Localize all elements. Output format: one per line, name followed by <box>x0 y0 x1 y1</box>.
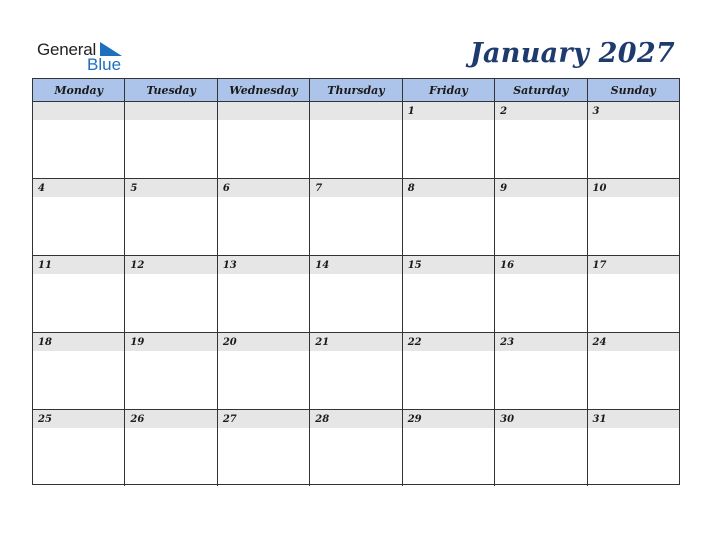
day-number: 6 <box>218 179 309 197</box>
calendar-title: January 2027 <box>469 38 675 69</box>
day-cell <box>218 256 310 332</box>
day-cell <box>495 256 587 332</box>
day-number: 18 <box>33 333 124 351</box>
week-row-3 <box>33 256 679 333</box>
day-number: 24 <box>588 333 679 351</box>
day-cell <box>310 102 402 178</box>
brand-logo <box>37 40 147 74</box>
week-row-4 <box>33 333 679 410</box>
day-cell <box>588 256 679 332</box>
day-cell <box>495 179 587 255</box>
day-cell <box>495 410 587 486</box>
day-cell <box>33 333 125 409</box>
day-cell <box>33 256 125 332</box>
day-number: 16 <box>495 256 586 274</box>
day-number: 8 <box>403 179 494 197</box>
day-number: 4 <box>33 179 124 197</box>
day-cell <box>125 333 217 409</box>
day-cell <box>125 102 217 178</box>
weekday-friday: Friday <box>403 79 495 101</box>
weekday-tuesday: Tuesday <box>125 79 217 101</box>
day-cell <box>403 179 495 255</box>
day-cell <box>495 333 587 409</box>
day-number: 12 <box>125 256 216 274</box>
day-cell <box>495 102 587 178</box>
day-number: 9 <box>495 179 586 197</box>
day-number <box>125 102 216 120</box>
day-number: 29 <box>403 410 494 428</box>
day-number: 26 <box>125 410 216 428</box>
day-number: 5 <box>125 179 216 197</box>
weekday-thursday: Thursday <box>310 79 402 101</box>
day-number: 22 <box>403 333 494 351</box>
day-cell <box>218 102 310 178</box>
day-number: 27 <box>218 410 309 428</box>
day-number: 31 <box>588 410 679 428</box>
day-cell <box>310 256 402 332</box>
day-cell <box>310 179 402 255</box>
day-cell <box>403 410 495 486</box>
weekday-monday: Monday <box>33 79 125 101</box>
day-cell <box>403 333 495 409</box>
day-number: 10 <box>588 179 679 197</box>
month-calendar-grid <box>32 78 680 485</box>
week-row-1 <box>33 102 679 179</box>
day-number: 25 <box>33 410 124 428</box>
day-cell <box>403 102 495 178</box>
day-cell <box>33 102 125 178</box>
day-cell <box>125 179 217 255</box>
day-cell <box>588 333 679 409</box>
day-number: 17 <box>588 256 679 274</box>
day-number: 28 <box>310 410 401 428</box>
day-cell <box>588 179 679 255</box>
week-row-5 <box>33 410 679 486</box>
logo-text-general: General <box>37 40 97 59</box>
weekday-wednesday: Wednesday <box>218 79 310 101</box>
weekday-header-row <box>33 79 679 102</box>
day-cell <box>588 102 679 178</box>
day-cell <box>218 333 310 409</box>
day-cell <box>33 179 125 255</box>
day-cell <box>310 410 402 486</box>
day-cell <box>125 256 217 332</box>
day-cell <box>33 410 125 486</box>
day-number: 23 <box>495 333 586 351</box>
day-number <box>310 102 401 120</box>
day-cell <box>403 256 495 332</box>
day-number: 14 <box>310 256 401 274</box>
day-cell <box>218 410 310 486</box>
day-cell <box>218 179 310 255</box>
weekday-saturday: Saturday <box>495 79 587 101</box>
day-number: 2 <box>495 102 586 120</box>
day-cell <box>588 410 679 486</box>
logo-triangle-icon <box>100 42 122 56</box>
day-number: 30 <box>495 410 586 428</box>
day-number: 15 <box>403 256 494 274</box>
day-number: 19 <box>125 333 216 351</box>
day-number: 3 <box>588 102 679 120</box>
week-row-2 <box>33 179 679 256</box>
day-number: 13 <box>218 256 309 274</box>
day-number: 21 <box>310 333 401 351</box>
day-number <box>218 102 309 120</box>
day-number: 1 <box>403 102 494 120</box>
weekday-sunday: Sunday <box>610 83 656 97</box>
day-number: 20 <box>218 333 309 351</box>
day-number: 11 <box>33 256 124 274</box>
day-cell <box>310 333 402 409</box>
logo-text-blue: Blue <box>87 55 122 74</box>
day-number: 7 <box>310 179 401 197</box>
day-cell <box>125 410 217 486</box>
day-number <box>33 102 124 120</box>
